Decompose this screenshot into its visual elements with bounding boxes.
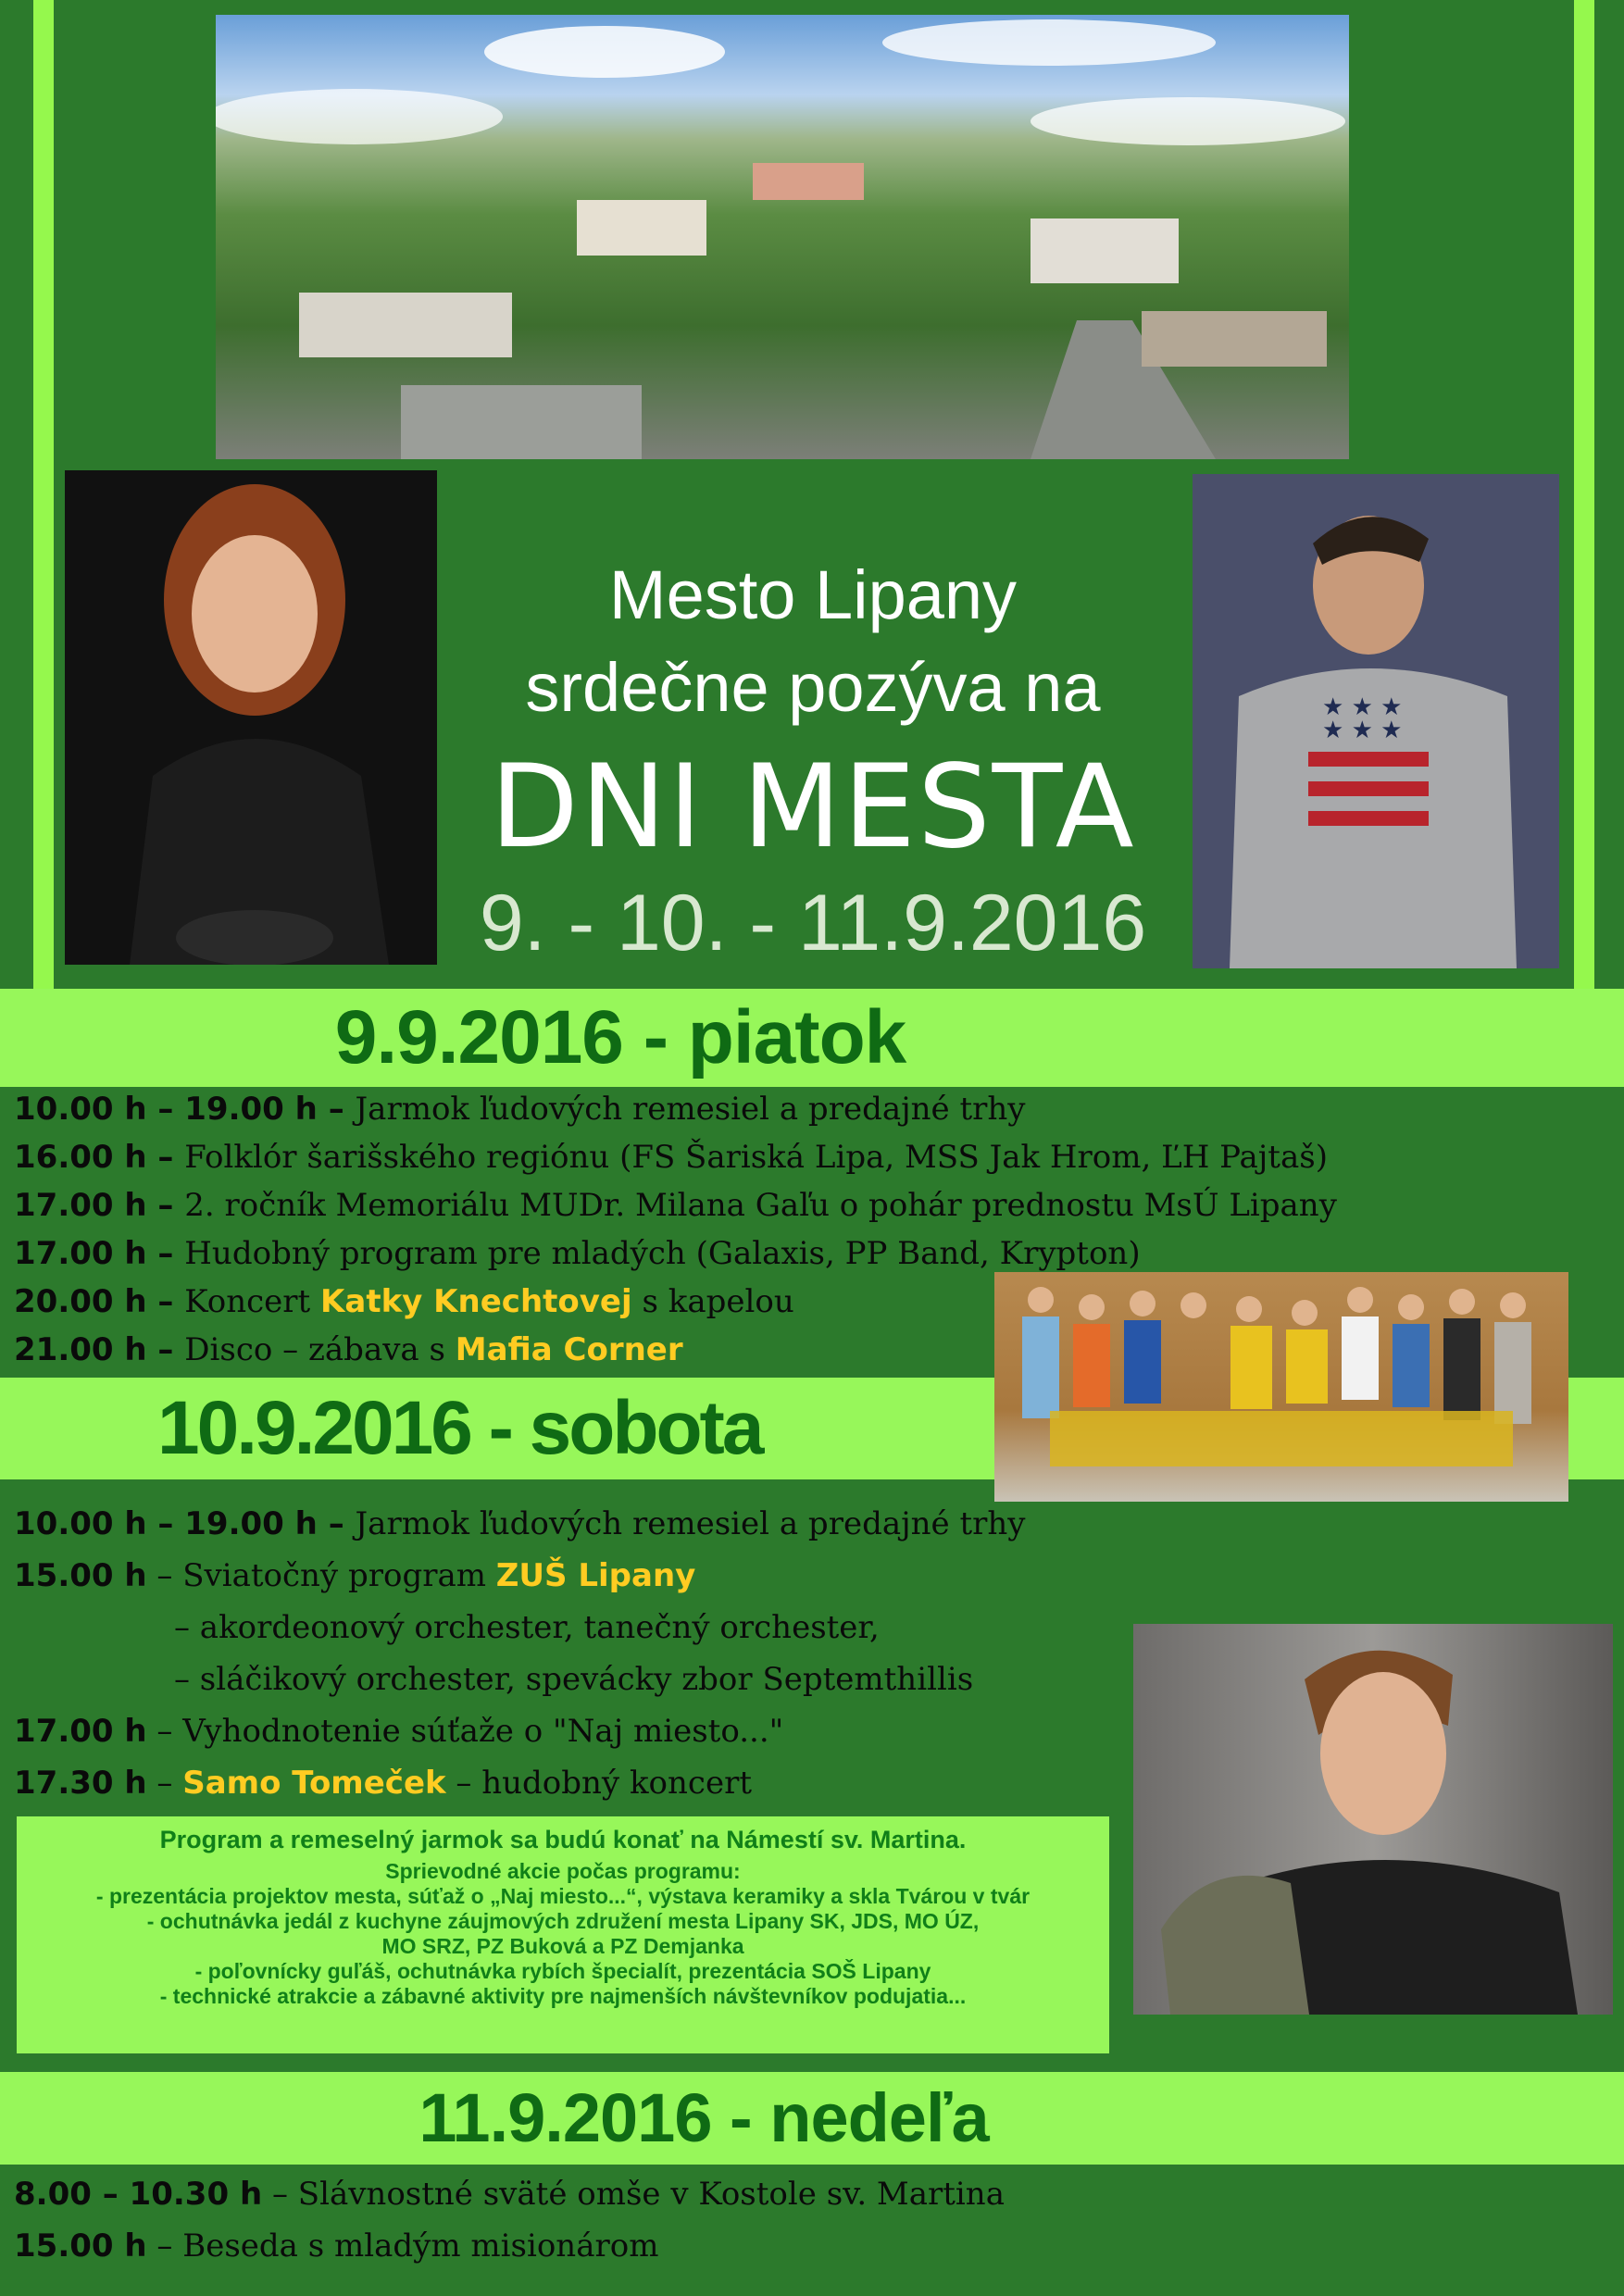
info-line: - poľovnícky guľáš, ochutnávka rybích špecialít, prezentácia SOŠ Lipany: [194, 1959, 931, 1983]
schedule-row: 17.00 h – Hudobný program pre mladých (Galaxis, PP Band, Krypton): [14, 1235, 1141, 1272]
day-heading-friday: 9.9.2016 - piatok: [334, 995, 906, 1079]
info-line: - technické atrakcie a zábavné aktivity pre najmenších návštevníkov podujatia...: [159, 1984, 967, 2008]
schedule-row: 15.00 h – Beseda s mladým misionárom: [14, 2227, 659, 2265]
event-dates: 9. - 10. - 11.9.2016: [479, 879, 1147, 967]
schedule-row: 17.00 h – 2. ročník Memoriálu MUDr. Milana Gaľu o pohár prednostu MsÚ Lipany: [14, 1187, 1337, 1224]
info-line: MO SRZ, PZ Buková a PZ Demjanka: [381, 1934, 744, 1958]
event-title: DNI MESTA: [490, 741, 1136, 874]
schedule-row: 20.00 h – Koncert Katky Knechtovej s kapelou: [14, 1283, 794, 1320]
invite-line-2: srdečne pozýva na: [525, 649, 1101, 726]
performer-name: Katky Knechtovej: [320, 1283, 632, 1320]
performer-name: Mafia Corner: [455, 1331, 683, 1368]
invite-line-1: Mesto Lipany: [608, 556, 1018, 633]
info-box: [17, 1816, 1109, 2053]
singer-samo-photo: [1133, 1624, 1613, 2015]
info-headline: Program a remeselný jarmok sa budú konať na Námestí sv. Martina.: [159, 1826, 967, 1853]
schedule-row: 17.30 h – Samo Tomeček – hudobný koncert: [14, 1765, 752, 1802]
schedule-row: 10.00 h – 19.00 h – Jarmok ľudových remesiel a predajné trhy: [14, 1091, 1026, 1128]
schedule-row: 10.00 h – 19.00 h – Jarmok ľudových remesiel a predajné trhy: [14, 1505, 1026, 1542]
schedule-row: – sláčikový orchester, spevácky zbor Septemthillis: [174, 1661, 974, 1698]
day-heading-saturday: 10.9.2016 - sobota: [157, 1386, 762, 1470]
performer-name: ZUŠ Lipany: [495, 1557, 696, 1594]
schedule-row: 16.00 h – Folklór šarišského regiónu (FS Šariská Lipa, MSS Jak Hrom, ĽH Pajtaš): [14, 1139, 1328, 1176]
info-subhead: Sprievodné akcie počas programu:: [385, 1859, 741, 1883]
schedule-row: 15.00 h – Sviatočný program ZUŠ Lipany: [14, 1557, 696, 1594]
schedule-row: 8.00 – 10.30 h – Slávnostné sväté omše v Kostole sv. Martina: [14, 2176, 1005, 2213]
left-stripe: [33, 0, 54, 992]
svg-text:★ ★ ★: ★ ★ ★: [1322, 717, 1403, 744]
info-line: - ochutnávka jedál z kuchyne záujmových združení mesta Lipany SK, JDS, MO ÚZ,: [146, 1909, 980, 1933]
right-stripe: [1574, 0, 1594, 992]
singer-female-photo: [65, 470, 437, 965]
day-heading-sunday: 11.9.2016 - nedeľa: [418, 2079, 989, 2156]
aerial-town-photo: [216, 15, 1349, 459]
schedule-row: 17.00 h – Vyhodnotenie súťaže o "Naj miesto...": [14, 1713, 784, 1750]
schedule-row: 21.00 h – Disco – zábava s Mafia Corner: [14, 1331, 683, 1368]
singer-male-photo: [1193, 474, 1559, 968]
info-line: - prezentácia projektov mesta, súťaž o „Naj miesto...“, výstava keramiky a skla Tvárou v tvár: [95, 1884, 1031, 1908]
svg-text:★ ★ ★: ★ ★ ★: [1322, 693, 1403, 721]
performer-name: Samo Tomeček: [182, 1765, 446, 1802]
schedule-row: – akordeonový orchester, tanečný orchester,: [174, 1609, 880, 1646]
